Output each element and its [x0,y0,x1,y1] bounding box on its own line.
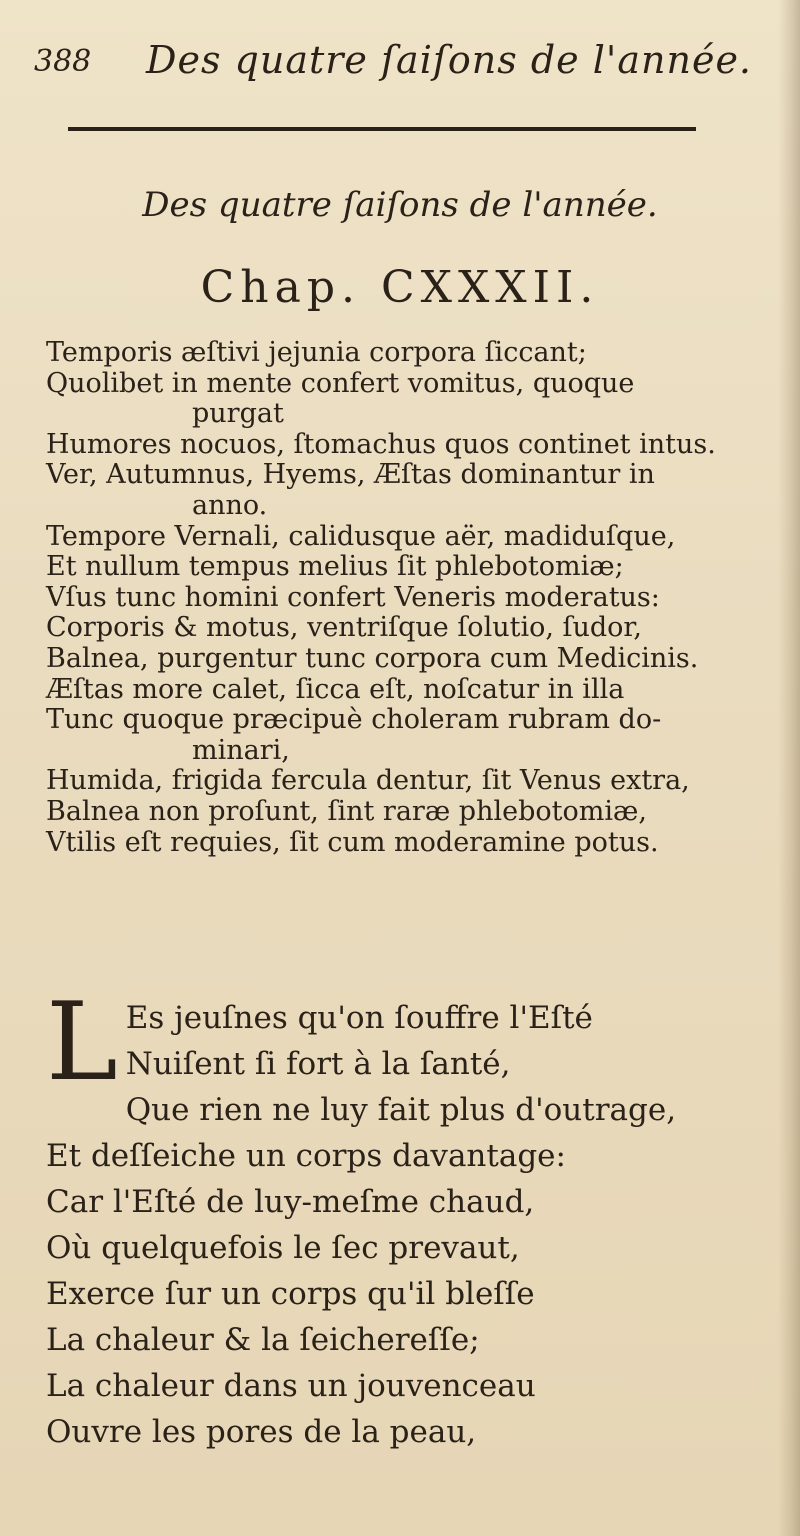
latin-line: Balnea non proſunt, ſint raræ phlebotomiæ, [46,795,647,827]
french-line: Que rien ne luy fait plus d'outrage, [125,1092,677,1128]
french-line: Exerce ſur un corps qu'il bleſſe [46,1276,535,1312]
latin-line: Quolibet in mente confert vomitus, quoque [46,367,635,399]
running-head [34,38,754,88]
latin-line: Balnea, purgentur tunc corpora cum Medicinis. [46,642,699,674]
section-title: Des quatre ſaiſons de l'année. [142,185,658,225]
page-number: 388 [34,44,92,79]
latin-line: purgat [192,398,284,430]
latin-line: Corporis & motus, ventriſque ſolutio, ſudor, [46,612,642,644]
latin-line: anno. [192,489,268,521]
french-line: Car l'Eſté de luy-meſme chaud, [46,1184,535,1220]
french-line: La chaleur dans un jouvenceau [46,1368,536,1404]
latin-line: Ver, Autumnus, Hyems, Æſtas dominantur in [46,459,655,491]
latin-line: minari, [192,734,290,766]
drop-cap: L [46,980,118,1105]
latin-line: Humida, frigida fercula dentur, ſit Venus extra, [46,765,690,797]
latin-line: Vſus tunc homini confert Veneris moderatus: [46,581,660,613]
french-line: Es jeuſnes qu'on ſouffre l'Eſté [125,1000,593,1036]
french-line: Ouvre les pores de la peau, [46,1414,477,1450]
chapter-heading: Chap. CXXXII. [200,262,600,313]
latin-line: Temporis æſtivi jejunia corpora ſiccant; [46,337,587,368]
french-line: La chaleur & la ſeichereſſe; [46,1322,480,1358]
latin-line: Et nullum tempus melius ſit phlebotomiæ; [46,551,624,583]
latin-line: Tunc quoque præcipuè choleram rubram do- [46,704,662,736]
french-verse-block [46,980,766,1455]
latin-line: Humores nocuos, ſtomachus quos continet intus. [46,428,716,460]
running-title: Des quatre ſaiſons de l'année. [146,38,753,82]
latin-verse-block [46,338,766,858]
latin-line: Æſtas more calet, ſicca eſt, noſcatur in illa [46,673,625,705]
latin-line: Tempore Vernali, calidusque aër, madiduſque, [46,520,676,552]
page-edge-shadow [778,0,800,1536]
french-line: Où quelquefois le ſec prevaut, [46,1230,520,1266]
french-line: Nuiſent ſi fort à la ſanté, [125,1046,511,1082]
header-rule [68,127,696,131]
latin-line: Vtilis eſt requies, ſit cum moderamine potus. [46,826,659,858]
french-line: Et deſſeiche un corps davantage: [46,1138,566,1174]
